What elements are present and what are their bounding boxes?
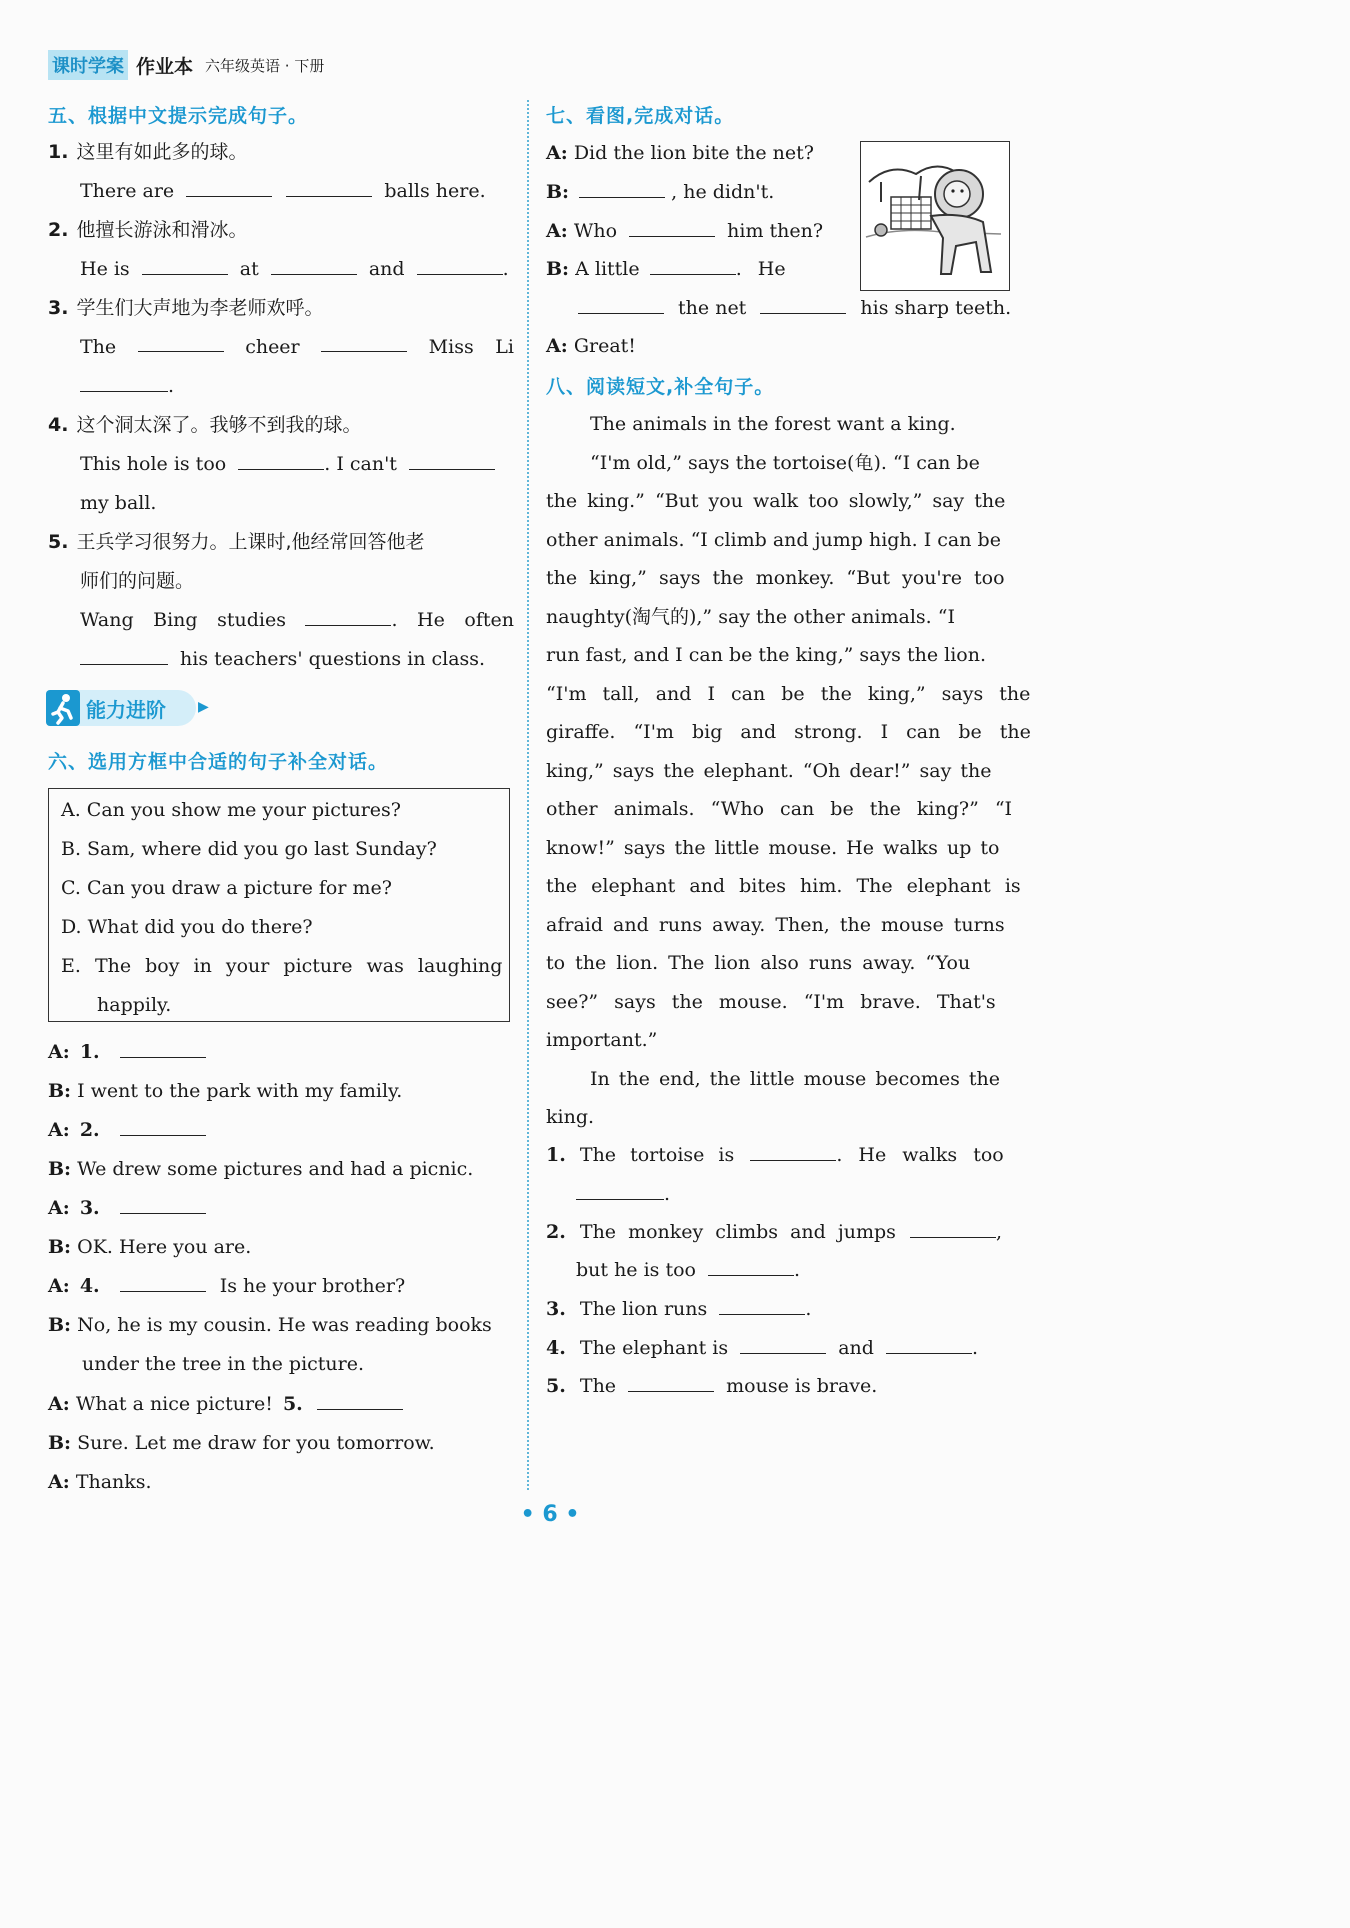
text: .: [502, 258, 509, 280]
text: studies: [217, 609, 286, 631]
answer-blank[interactable]: [317, 1393, 403, 1410]
cn-prompt: 王兵学习很努力。上课时,他经常回答他老: [76, 531, 425, 553]
q5-5-en-cont: [80, 647, 485, 671]
q5-1-en: [80, 179, 486, 203]
option-a: A. Can you show me your pictures?: [61, 799, 401, 821]
answer-blank[interactable]: [417, 258, 503, 275]
dialog-text: What a nice picture!: [75, 1393, 273, 1415]
q5-2-en: [80, 257, 509, 281]
answer-blank[interactable]: [409, 453, 495, 470]
dialog-line-11: [48, 1431, 435, 1455]
badge-label: 能力进阶: [86, 698, 166, 722]
passage-line: important.”: [546, 1029, 658, 1051]
answer-blank[interactable]: [910, 1221, 996, 1238]
s8-q2: [546, 1220, 1002, 1244]
column-divider: [527, 100, 529, 1490]
q-number: 1.: [48, 141, 69, 163]
text: The tortoise is: [579, 1144, 735, 1166]
passage-line: giraffe. “I'm big and strong. I can be the: [546, 721, 1031, 743]
play-arrow-icon: ▶: [198, 699, 209, 715]
dialog-text: OK. Here you are.: [77, 1236, 252, 1258]
answer-blank[interactable]: [719, 1298, 805, 1315]
text: Wang: [80, 609, 134, 631]
s7-line-3: [546, 219, 823, 243]
text: balls here.: [384, 180, 486, 202]
q5-5-cn: [48, 530, 425, 554]
text: Bing: [153, 609, 198, 631]
speaker: B:: [48, 1236, 72, 1258]
text: often: [464, 609, 514, 631]
speaker: A:: [48, 1393, 70, 1415]
answer-blank[interactable]: [750, 1144, 836, 1161]
speaker: A:: [546, 142, 568, 164]
text: Li: [495, 336, 514, 358]
text: . I can't: [324, 453, 397, 475]
speaker: B:: [546, 181, 570, 203]
dialog-text: No, he is my cousin. He was reading books: [77, 1314, 492, 1336]
dialog-text: Who: [573, 220, 618, 242]
q5-1-cn: [48, 140, 247, 164]
answer-blank[interactable]: [186, 180, 272, 197]
text: The: [80, 336, 117, 358]
text: cheer: [245, 336, 300, 358]
s7-line-2: [546, 180, 774, 204]
q5-3-en: [80, 335, 514, 359]
dot: •: [565, 1502, 580, 1527]
answer-blank[interactable]: [271, 258, 357, 275]
dialog-text: his sharp teeth.: [860, 297, 1012, 319]
s7-line-4: [546, 257, 786, 281]
lion-net-image: [861, 142, 1009, 290]
blank-number: 4.: [79, 1275, 100, 1297]
passage-line: In the end, the little mouse becomes the: [590, 1068, 1000, 1090]
q5-3-en-cont: [80, 374, 174, 398]
lion-net-illustration: [860, 141, 1010, 291]
dot: •: [520, 1502, 535, 1527]
dialog-text: the net: [678, 297, 747, 319]
speaker: B:: [48, 1432, 72, 1454]
blank-number: 3.: [79, 1197, 100, 1219]
speaker: A:: [48, 1197, 70, 1219]
dialog-text: Sure. Let me draw for you tomorrow.: [77, 1432, 435, 1454]
speaker: A:: [48, 1119, 70, 1141]
text: This hole is too: [80, 453, 227, 475]
s7-line-1: [546, 141, 814, 165]
dialog-text: A little: [575, 258, 640, 280]
text: ,: [995, 1221, 1002, 1243]
blank-number: 5.: [282, 1393, 303, 1415]
option-e-cont: happily.: [97, 994, 172, 1016]
s8-q2-cont: [576, 1258, 800, 1282]
text: .: [391, 609, 398, 631]
answer-blank[interactable]: [286, 180, 372, 197]
text: but he is too: [576, 1259, 696, 1281]
option-e: E. The boy in your picture was laughing: [61, 955, 503, 977]
dialog-line-4: [48, 1157, 473, 1181]
grade-subtitle: 六年级英语 · 下册: [205, 56, 325, 75]
speaker: B:: [546, 258, 570, 280]
dialog-line-8: [48, 1313, 492, 1337]
dialog-line-2: [48, 1079, 402, 1103]
answer-blank[interactable]: [579, 181, 665, 198]
answer-blank[interactable]: [576, 1183, 664, 1200]
q5-5-en: [80, 608, 514, 632]
answer-blank[interactable]: [138, 335, 224, 352]
section-8-title: 八、阅读短文,补全句子。: [546, 376, 775, 398]
text: at: [239, 258, 259, 280]
q5-4-cn: [48, 413, 361, 437]
page-number-value: 6: [542, 1502, 558, 1527]
dialog-text: Is he your brother?: [219, 1275, 406, 1297]
text: The lion runs: [579, 1298, 708, 1320]
s8-q5: [546, 1374, 877, 1398]
text: . He walks too: [836, 1144, 1004, 1166]
answer-blank[interactable]: [650, 258, 736, 275]
option-c: C. Can you draw a picture for me?: [61, 877, 392, 899]
text: He is: [80, 258, 130, 280]
answer-blank[interactable]: [629, 220, 715, 237]
passage-line: “I'm tall, and I can be the king,” says the: [546, 683, 1031, 705]
option-b: B. Sam, where did you go last Sunday?: [61, 838, 437, 860]
text: .: [168, 375, 175, 397]
q-number: 1.: [546, 1144, 566, 1166]
text: and: [368, 258, 405, 280]
dialog-text: , he didn't.: [671, 181, 775, 203]
passage-line: naughty(淘气的),” say the other animals. “I: [546, 606, 955, 628]
answer-blank[interactable]: [142, 258, 228, 275]
dialog-text: Great!: [573, 335, 636, 357]
text: .: [805, 1298, 812, 1320]
dialog-text: .: [735, 258, 742, 280]
blank-number: 2.: [79, 1119, 100, 1141]
speaker: A:: [48, 1471, 70, 1493]
running-person-icon: [46, 690, 80, 726]
q5-3-cn: [48, 296, 323, 320]
speaker: A:: [48, 1041, 70, 1063]
passage-line: run fast, and I can be the king,” says the lion.: [546, 644, 986, 666]
q-number: 5.: [546, 1375, 566, 1397]
dialog-text: Did the lion bite the net?: [573, 142, 814, 164]
speaker: B:: [48, 1158, 72, 1180]
page-number: [0, 1502, 1100, 1527]
dialog-line-5: [48, 1196, 206, 1220]
s8-q1-cont: .: [576, 1182, 670, 1206]
passage-line: The animals in the forest want a king.: [590, 413, 956, 435]
q-number: 2.: [48, 219, 69, 241]
text: .: [794, 1259, 801, 1281]
dialog-text: Thanks.: [75, 1471, 152, 1493]
s7-line-6: [546, 334, 636, 358]
passage-line: the king.” “But you walk too slowly,” say the: [546, 490, 1006, 512]
cn-prompt: 师们的问题。: [80, 570, 195, 592]
passage-line: the king,” says the monkey. “But you're too: [546, 567, 1005, 589]
dialog-line-12: [48, 1470, 152, 1494]
answer-blank[interactable]: [80, 375, 168, 392]
cn-prompt: 这个洞太深了。我够不到我的球。: [76, 414, 362, 436]
passage-line: the elephant and bites him. The elephant is: [546, 875, 1021, 897]
section-5-title: 五、根据中文提示完成句子。: [48, 105, 309, 127]
text: The monkey climbs and jumps: [579, 1221, 896, 1243]
text: and: [838, 1337, 874, 1359]
passage-line: king,” says the elephant. “Oh dear!” say the: [546, 760, 992, 782]
ability-advance-badge: [46, 690, 208, 726]
dialog-line-9: [82, 1352, 364, 1376]
speaker: B:: [48, 1314, 72, 1336]
q5-4-en: [80, 452, 495, 476]
answer-blank[interactable]: [120, 1197, 206, 1214]
speaker: A:: [546, 220, 568, 242]
passage-line: “I'm old,” says the tortoise(龟). “I can be: [590, 452, 980, 474]
answer-blank[interactable]: [708, 1259, 794, 1276]
s8-q4: [546, 1336, 978, 1360]
dialog-line-1: [48, 1040, 206, 1064]
answer-blank[interactable]: [321, 335, 407, 352]
page-header: [48, 50, 324, 80]
text: There are: [80, 180, 175, 202]
passage-line: see?” says the mouse. “I'm brave. That's: [546, 991, 996, 1013]
passage-line: other animals. “I climb and jump high. I can be: [546, 529, 1001, 551]
cn-prompt: 他擅长游泳和滑冰。: [76, 219, 248, 241]
passage-line: afraid and runs away. Then, the mouse turns: [546, 914, 1005, 936]
passage-line: know!” says the little mouse. He walks up to: [546, 837, 1000, 859]
q-number: 3.: [48, 297, 69, 319]
s8-q1: [546, 1143, 1004, 1167]
option-d: D. What did you do there?: [61, 916, 313, 938]
s7-line-5: [578, 296, 1011, 320]
dialog-text: him then?: [727, 220, 824, 242]
brand-label: 课时学案: [48, 50, 128, 80]
q-number: 4.: [48, 414, 69, 436]
answer-blank[interactable]: [886, 1337, 972, 1354]
text: his teachers' questions in class.: [180, 648, 486, 670]
passage-line: to the lion. The lion also runs away. “You: [546, 952, 971, 974]
dialog-text: We drew some pictures and had a picnic.: [77, 1158, 474, 1180]
section-7-title: 七、看图,完成对话。: [546, 105, 735, 127]
options-box: [48, 788, 510, 1022]
answer-blank[interactable]: [628, 1375, 714, 1392]
q-number: 5.: [48, 531, 69, 553]
speaker: A:: [546, 335, 568, 357]
answer-blank[interactable]: [238, 453, 324, 470]
q-number: 3.: [546, 1298, 566, 1320]
text: Miss: [428, 336, 474, 358]
q5-5-cn-cont: [80, 569, 194, 593]
dialog-text: He: [757, 258, 786, 280]
dialog-line-7: [48, 1274, 405, 1298]
dialog-text: under the tree in the picture.: [82, 1353, 365, 1375]
q-number: 4.: [546, 1337, 566, 1359]
answer-blank[interactable]: [120, 1041, 206, 1058]
cn-prompt: 学生们大声地为李老师欢呼。: [76, 297, 324, 319]
s8-q3: [546, 1297, 811, 1321]
answer-blank[interactable]: [120, 1275, 206, 1292]
dialog-line-10: [48, 1392, 403, 1416]
text: .: [972, 1337, 979, 1359]
q5-4-en-cont: [80, 491, 156, 515]
cn-prompt: 这里有如此多的球。: [76, 141, 248, 163]
q-number: 2.: [546, 1221, 566, 1243]
text: The elephant is: [579, 1337, 729, 1359]
answer-blank[interactable]: [80, 648, 168, 665]
speaker: A:: [48, 1275, 70, 1297]
text: my ball.: [80, 492, 157, 514]
text: He: [417, 609, 445, 631]
text: mouse is brave.: [726, 1375, 878, 1397]
answer-blank[interactable]: [305, 609, 391, 626]
speaker: B:: [48, 1080, 72, 1102]
text: The: [579, 1375, 617, 1397]
passage-line: other animals. “Who can be the king?” “I: [546, 798, 1013, 820]
blank-number: 1.: [79, 1041, 100, 1063]
dialog-line-3: [48, 1118, 206, 1142]
answer-blank[interactable]: [740, 1337, 826, 1354]
book-label: 作业本: [136, 55, 194, 78]
section-6-title: 六、选用方框中合适的句子补全对话。: [48, 751, 389, 773]
dialog-line-6: [48, 1235, 251, 1259]
passage-line: king.: [546, 1106, 595, 1128]
q5-2-cn: [48, 218, 247, 242]
answer-blank[interactable]: [120, 1119, 206, 1136]
answer-blank[interactable]: [760, 297, 846, 314]
answer-blank[interactable]: [578, 297, 664, 314]
dialog-text: I went to the park with my family.: [77, 1080, 403, 1102]
